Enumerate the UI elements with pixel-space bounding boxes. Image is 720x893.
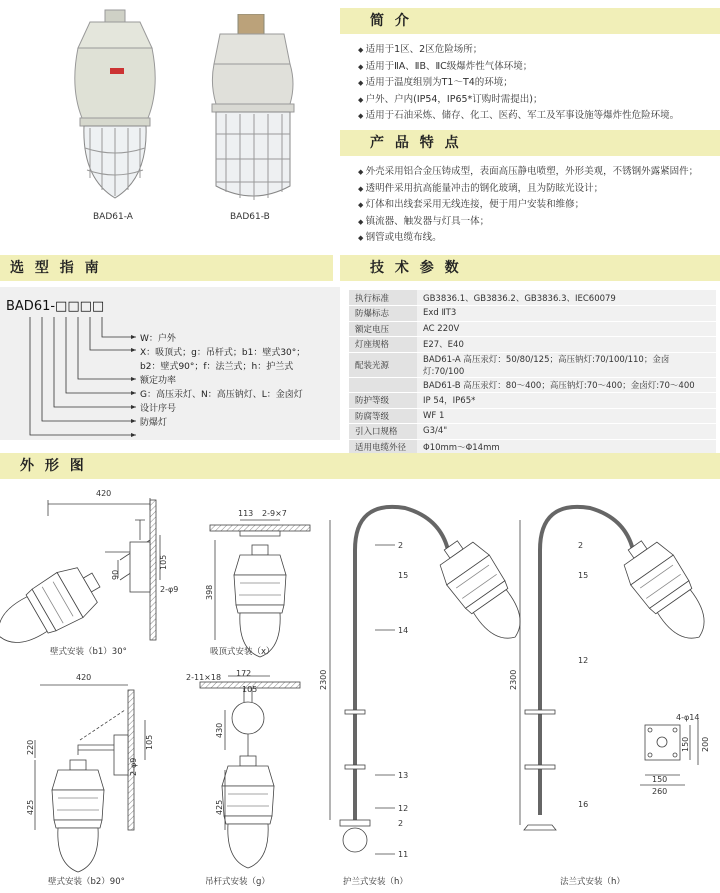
table-row: 防护等级 IP 54，IP65*: [349, 393, 716, 409]
dim-label: 420: [96, 489, 112, 498]
table-row: 防爆标志 Exd ⅡT3: [349, 306, 716, 322]
selection-label-lamp: G：高压汞灯、N：高压钠灯、L：金卤灯: [140, 390, 303, 400]
params-title: 技 术 参 数: [370, 260, 462, 276]
dim-label: 13: [398, 771, 409, 780]
features-list: [358, 164, 698, 247]
dim-label: 105: [159, 554, 168, 570]
intro-title: 简 介: [370, 13, 412, 29]
list-item: ◆ 适用于石油采炼、储存、化工、医药、军工及军事设施等爆炸性危险环境。: [358, 108, 679, 125]
dim-label: 2-11×18: [186, 673, 222, 682]
list-item: ◆ 户外、户内(IP54，IP65*订购时需提出)；: [358, 92, 679, 109]
dim-label: 2: [398, 819, 404, 828]
table-row: 适用电缆外径 Φ10mm～Φ14mm: [349, 439, 716, 455]
dim-label: 430: [215, 722, 224, 738]
dim-label: 260: [652, 787, 668, 796]
dim-label: 90: [111, 569, 120, 580]
dim-label: 425: [26, 799, 35, 815]
dim-label: 15: [398, 571, 409, 580]
caption-pendant: 吊杆式安装（g）: [205, 877, 270, 887]
table-row: 额定电压 AC 220V: [349, 321, 716, 337]
product-caption-b: BAD61-B: [230, 212, 270, 222]
drawings-header-bar: [0, 453, 720, 479]
caption-wall30: 壁式安装（b1）30°: [50, 647, 127, 657]
dim-label: 420: [76, 673, 92, 682]
selection-label-serial: 设计序号: [140, 404, 177, 414]
list-item: ◆ 外壳采用铝合金压铸成型，表面高压静电喷塑，外形美观，不锈钢外露紧固件；: [358, 164, 698, 181]
dim-label: 425: [215, 799, 224, 815]
dim-label: 2-9×7: [262, 509, 287, 518]
drawings-title: 外 形 图: [20, 458, 87, 474]
dim-label: 4-φ14: [676, 713, 700, 722]
dim-label: 2300: [509, 669, 518, 690]
intro-list: [358, 42, 679, 125]
dim-label: 105: [242, 685, 258, 694]
dim-label: 200: [701, 736, 710, 752]
dim-label: 16: [578, 800, 589, 809]
dim-label: 2-φ9: [160, 585, 179, 594]
selection-label-outdoor: W：户外: [140, 334, 176, 344]
selection-label-mount-1: X：吸顶式；g：吊杆式；b1：壁式30°；: [140, 348, 306, 358]
product-photo-bad61-b: [198, 14, 308, 210]
dim-label: 12: [578, 656, 589, 665]
dim-label: 2-φ9: [129, 757, 138, 776]
list-item: ◆ 透明件采用抗高能量冲击的钢化玻璃，且为防眩光设计；: [358, 181, 698, 198]
list-item: ◆ 适用于ⅡA、ⅡB、ⅡC级爆炸性气体环境；: [358, 59, 679, 76]
caption-guard: 护兰式安装（h）: [343, 877, 408, 887]
dim-label: 11: [398, 850, 409, 859]
list-item: ◆ 灯体和出线套采用无线连接，便于用户安装和维修；: [358, 197, 698, 214]
table-row: BAD61-B 高压汞灯：80～400；高压钠灯:70～400；金卤灯:70～400: [349, 377, 716, 393]
table-row: 执行标准 GB3836.1、GB3836.2、GB3836.3、IEC60079: [349, 290, 716, 306]
product-photo-bad61-a: [60, 8, 170, 208]
table-row: 引入口规格 G3/4": [349, 424, 716, 440]
table-row: 配装光源 BAD61-A 高压汞灯：50/80/125；高压钠灯:70/100/110；金卤灯:70/100: [349, 352, 716, 377]
dim-label: 150: [681, 736, 690, 752]
selection-label-mount-2: b2：壁式90°；f：法兰式；h：护兰式: [140, 362, 294, 372]
dim-label: 2300: [319, 669, 328, 690]
dim-label: 220: [26, 739, 35, 755]
selection-title: 选 型 指 南: [10, 260, 102, 276]
dim-label: 113: [238, 509, 254, 518]
selection-label-explosion: 防爆灯: [140, 418, 168, 428]
table-row: 防腐等级 WF 1: [349, 408, 716, 424]
dim-label: 12: [398, 804, 409, 813]
table-row: 灯座规格 E27、E40: [349, 337, 716, 353]
model-code: BAD61-□□□□: [6, 299, 105, 314]
dim-label: 2: [398, 541, 404, 550]
dim-label: 2: [578, 541, 584, 550]
caption-flange: 法兰式安装（h）: [560, 877, 625, 887]
selection-diagram: [0, 287, 340, 440]
selection-label-power: 额定功率: [140, 376, 177, 386]
dim-label: 150: [652, 775, 668, 784]
dim-label: 105: [145, 734, 154, 750]
features-title: 产 品 特 点: [370, 135, 462, 151]
dim-label: 172: [236, 669, 252, 678]
list-item: ◆ 镇流器、触发器与灯具一体；: [358, 214, 698, 231]
list-item: ◆ 适用于1区、2区危险场所；: [358, 42, 679, 59]
caption-wall90: 壁式安装（b2）90°: [48, 877, 125, 887]
list-item: ◆ 适用于温度组别为T1～T4的环境；: [358, 75, 679, 92]
dim-label: 398: [205, 584, 214, 600]
list-item: ◆ 钢管或电缆布线。: [358, 230, 698, 247]
product-caption-a: BAD61-A: [93, 212, 133, 222]
caption-ceiling: 吸顶式安装（x）: [210, 647, 275, 657]
params-table: [349, 290, 716, 455]
dim-label: 14: [398, 626, 409, 635]
dim-label: 15: [578, 571, 589, 580]
outline-drawings: [0, 480, 720, 893]
